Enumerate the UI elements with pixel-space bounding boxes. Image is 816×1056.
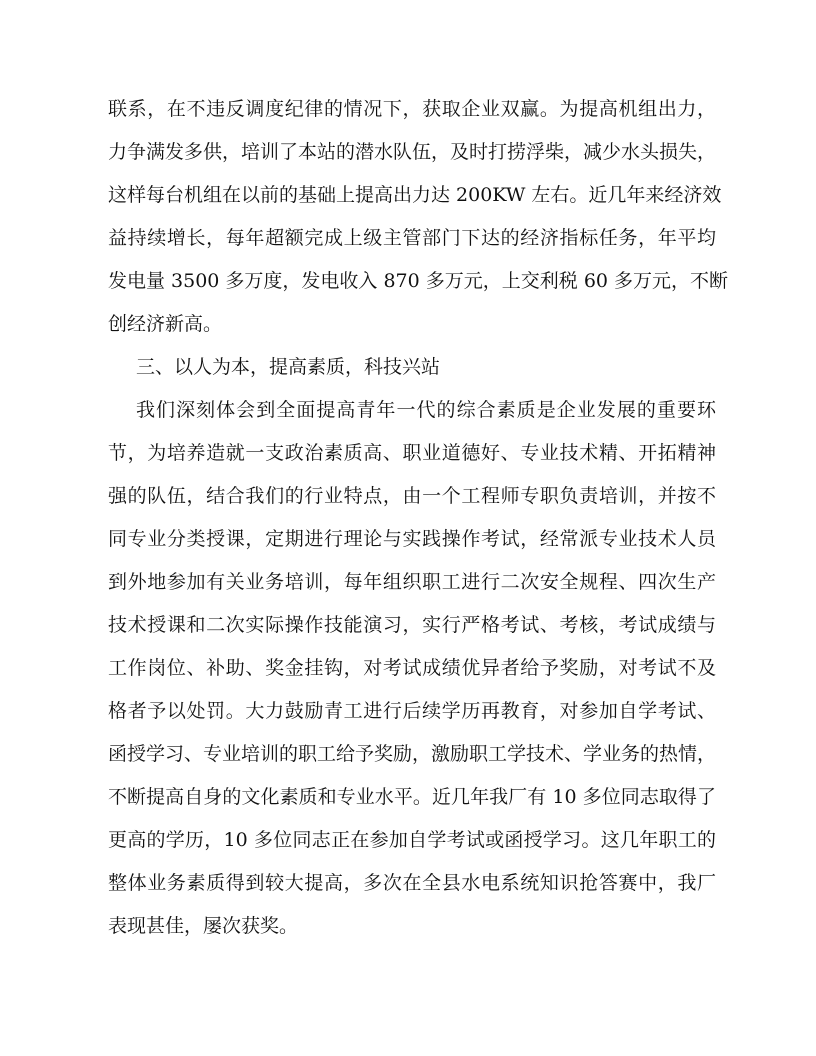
paragraph-2-line-5: 到外地参加有关业务培训，每年组织职工进行二次安全规程、四次生产 [108,571,716,593]
paragraph-2-line-6: 技术授课和二次实际操作技能演习，实行严格考试、考核，考试成绩与 [108,614,716,636]
section-heading: 三、以人为本，提高素质，科技兴站 [136,356,441,378]
paragraph-2-line-1: 我们深刻体会到全面提高青年一代的综合素质是企业发展的重要环 [136,399,716,421]
paragraph-2-line-4: 同专业分类授课，定期进行理论与实践操作考试，经常派专业技术人员 [108,528,716,550]
paragraph-2-line-12: 整体业务素质得到较大提高，多次在全县水电系统知识抢答赛中，我厂 [108,872,716,894]
paragraph-1-line-6: 创经济新高。 [108,313,223,335]
paragraph-1-line-3: 这样每台机组在以前的基础上提高出力达 200KW 左右。近几年来经济效 [108,184,722,206]
paragraph-1-line-4: 益持续增长，每年超额完成上级主管部门下达的经济指标任务，年平均 [108,227,716,249]
paragraph-2-line-13: 表现甚佳，屡次获奖。 [108,915,299,937]
paragraph-1-line-2: 力争满发多供，培训了本站的潜水队伍，及时打捞浮柴，减少水头损失， [108,141,717,163]
paragraph-2-line-3: 强的队伍，结合我们的行业特点，由一个工程师专职负责培训，并按不 [108,485,716,507]
paragraph-1-line-1: 联系，在不违反调度纪律的情况下，获取企业双赢。为提高机组出力， [108,98,716,120]
paragraph-2-line-8: 格者予以处罚。大力鼓励青工进行后续学历再教育，对参加自学考试、 [108,700,716,722]
paragraph-2-line-11: 更高的学历，10 多位同志正在参加自学考试或函授学习。这几年职工的 [108,829,716,851]
paragraph-1-line-5: 发电量 3500 多万度，发电收入 870 多万元，上交利税 60 多万元，不断 [108,270,729,292]
paragraph-2-line-7: 工作岗位、补助、奖金挂钩，对考试成绩优异者给予奖励，对考试不及 [108,657,716,679]
paragraph-2-line-10: 不断提高自身的文化素质和专业水平。近几年我厂有 10 多位同志取得了 [108,786,716,808]
paragraph-2-line-9: 函授学习、专业培训的职工给予奖励，激励职工学技术、学业务的热情， [108,743,717,765]
paragraph-2-line-2: 节，为培养造就一支政治素质高、职业道德好、专业技术精、开拓精神 [108,442,716,464]
